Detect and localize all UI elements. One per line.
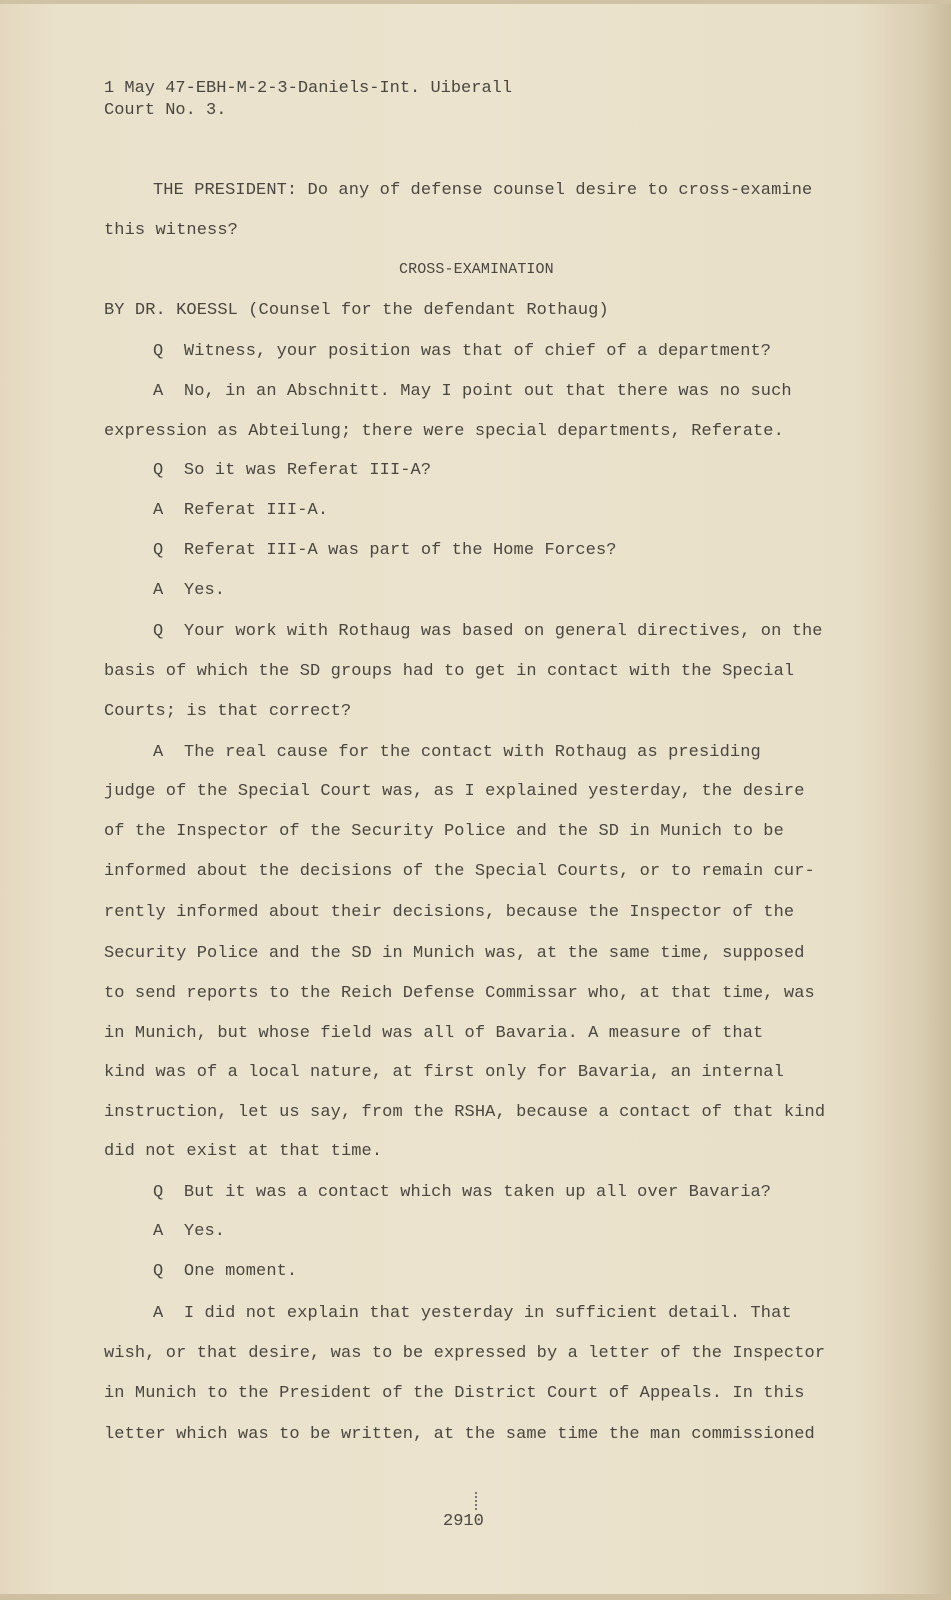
text-line: basis of which the SD groups had to get in contact with the Special — [104, 662, 795, 681]
text-line: of the Inspector of the Security Police and the SD in Munich to be — [104, 822, 784, 841]
text-line: kind was of a local nature, at first only for Bavaria, an internal — [104, 1063, 784, 1082]
text-line: informed about the decisions of the Special Courts, or to remain cur- — [104, 862, 815, 881]
header-line-1: 1 May 47-EBH-M-2-3-Daniels-Int. Uiberall — [104, 79, 513, 98]
question-line: Q One moment. — [153, 1262, 298, 1281]
text-line: in Munich to the President of the District Court of Appeals. In this — [104, 1384, 805, 1403]
page-bottom-edge — [0, 1594, 951, 1600]
text-line: did not exist at that time. — [104, 1142, 383, 1161]
text-line: letter which was to be written, at the same time the man commissioned — [104, 1425, 815, 1444]
document-header — [104, 78, 512, 122]
answer-line: A I did not explain that yesterday in sufficient detail. That — [153, 1304, 792, 1323]
answer-line: A Referat III-A. — [153, 501, 329, 520]
header-line-2: Court No. 3. — [104, 101, 227, 120]
examiner-line: BY DR. KOESSL (Counsel for the defendant Rothaug) — [104, 301, 609, 320]
text-line: expression as Abteilung; there were special departments, Referate. — [104, 422, 784, 441]
text-line: instruction, let us say, from the RSHA, because a contact of that kind — [104, 1103, 826, 1122]
page-number: 2910 — [443, 1512, 484, 1531]
president-question: THE PRESIDENT: Do any of defense counsel desire to cross-examine — [153, 181, 813, 200]
text-line: rently informed about their decisions, because the Inspector of the — [104, 903, 795, 922]
text-line: wish, or that desire, was to be expressed by a letter of the Inspector — [104, 1344, 826, 1363]
answer-line: A The real cause for the contact with Rothaug as presiding — [153, 743, 761, 762]
text-line: Courts; is that correct? — [104, 702, 352, 721]
text-line: to send reports to the Reich Defense Commissar who, at that time, was — [104, 984, 815, 1003]
question-line: Q Witness, your position was that of chief of a department? — [153, 342, 772, 361]
text-line: Security Police and the SD in Munich was, at the same time, supposed — [104, 944, 805, 963]
answer-line: A No, in an Abschnitt. May I point out that there was no such — [153, 382, 792, 401]
question-line: Q Your work with Rothaug was based on general directives, on the — [153, 622, 823, 641]
page-top-edge — [0, 0, 951, 4]
question-line: Q So it was Referat III-A? — [153, 461, 432, 480]
answer-line: A Yes. — [153, 581, 226, 600]
ink-dots — [475, 1492, 480, 1510]
text-line: in Munich, but whose field was all of Bavaria. A measure of that — [104, 1024, 764, 1043]
text-line: judge of the Special Court was, as I explained yesterday, the desire — [104, 782, 805, 801]
question-line: Q But it was a contact which was taken up all over Bavaria? — [153, 1183, 772, 1202]
section-heading: CROSS-EXAMINATION — [399, 261, 554, 278]
question-line: Q Referat III-A was part of the Home Forces? — [153, 541, 617, 560]
answer-line: A Yes. — [153, 1222, 226, 1241]
text-line: this witness? — [104, 221, 238, 240]
